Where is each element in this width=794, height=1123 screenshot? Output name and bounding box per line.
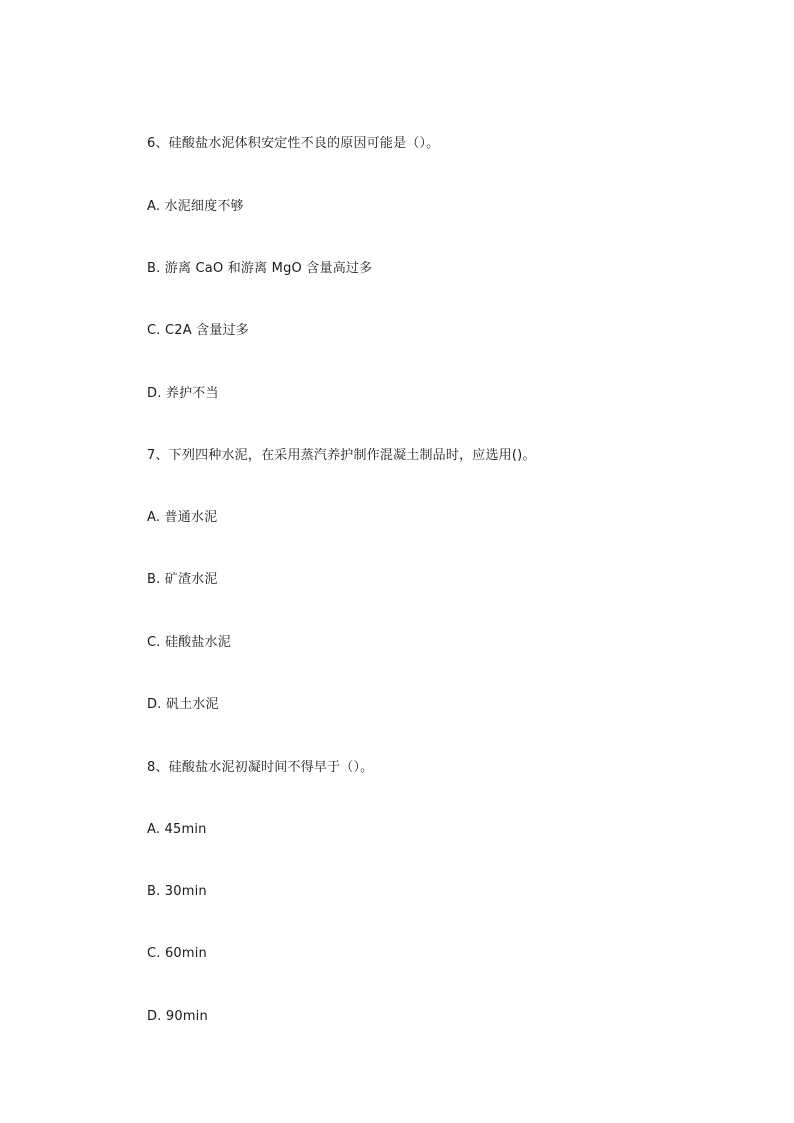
- question-6-option-c: C. C2A 含量过多: [147, 323, 249, 338]
- question-6-option-b: B. 游离 CaO 和游离 MgO 含量高过多: [147, 261, 373, 276]
- question-6-option-d: D. 养护不当: [147, 386, 219, 401]
- question-6-option-a: A. 水泥细度不够: [147, 199, 244, 214]
- question-7-stem: 7、下列四种水泥，在采用蒸汽养护制作混凝土制品时，应选用()。: [147, 448, 536, 463]
- question-7-option-d: D. 矾土水泥: [147, 697, 219, 712]
- question-8-option-c: C. 60min: [147, 946, 207, 961]
- question-8-option-d: D. 90min: [147, 1009, 208, 1024]
- question-7-option-a: A. 普通水泥: [147, 510, 218, 525]
- question-8-option-b: B. 30min: [147, 884, 207, 899]
- question-8-stem: 8、硅酸盐水泥初凝时间不得早于（）。: [147, 760, 374, 775]
- question-6-stem: 6、硅酸盐水泥体积安定性不良的原因可能是（）。: [147, 136, 440, 151]
- question-8-option-a: A. 45min: [147, 822, 207, 837]
- question-7-option-b: B. 矿渣水泥: [147, 572, 218, 587]
- question-7-option-c: C. 硅酸盐水泥: [147, 635, 231, 650]
